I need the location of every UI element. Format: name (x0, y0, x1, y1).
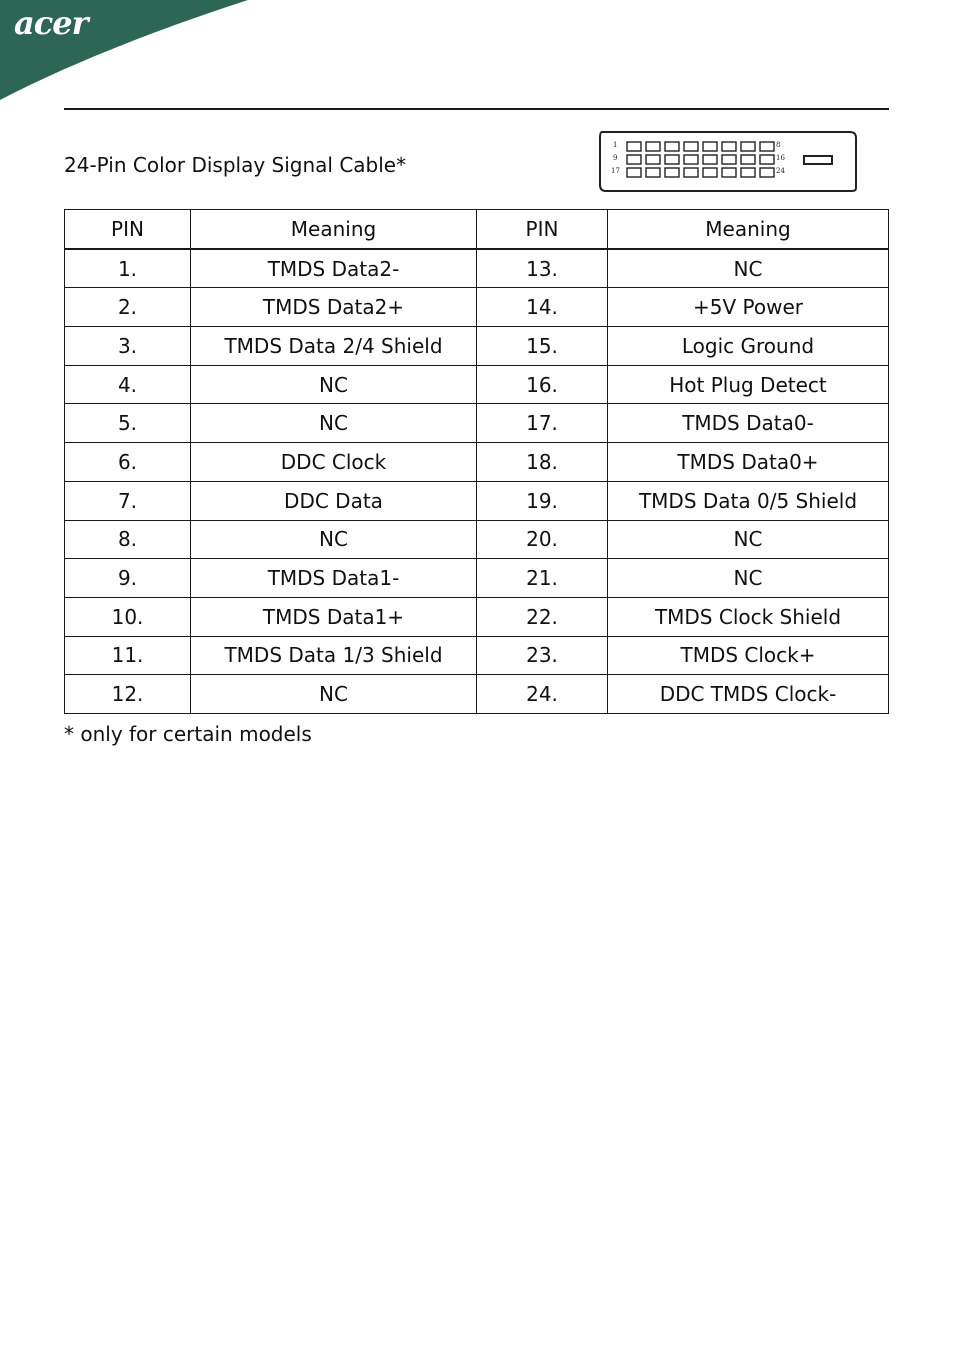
pin-meaning-cell: NC (608, 559, 889, 598)
connector-end-label: 24 (776, 167, 785, 175)
pin-table (64, 209, 889, 714)
header-rule (64, 108, 889, 110)
pin-meaning-cell: NC (191, 520, 477, 559)
brand-logo-text: acer (14, 4, 88, 42)
pin-meaning-cell: NC (608, 520, 889, 559)
pin-number-cell: 24. (477, 675, 608, 714)
pin-number-cell: 23. (477, 636, 608, 675)
connector-row-label: 1 (613, 141, 618, 149)
pin-meaning-cell: TMDS Clock Shield (608, 597, 889, 636)
table-row (65, 597, 889, 636)
table-row (65, 404, 889, 443)
pin-number-cell: 19. (477, 481, 608, 520)
table-row (65, 675, 889, 714)
pin-meaning-cell: NC (191, 365, 477, 404)
pin-number-cell: 11. (65, 636, 191, 675)
pin-meaning-cell: TMDS Data1- (191, 559, 477, 598)
pin-meaning-cell: DDC TMDS Clock- (608, 675, 889, 714)
pin-meaning-cell: TMDS Data 2/4 Shield (191, 327, 477, 366)
pin-meaning-cell: NC (608, 249, 889, 288)
pin-number-cell: 7. (65, 481, 191, 520)
connector-end-label: 16 (776, 154, 785, 162)
pin-number-cell: 21. (477, 559, 608, 598)
table-row (65, 249, 889, 288)
pin-number-cell: 18. (477, 443, 608, 482)
table-row (65, 481, 889, 520)
table-row (65, 559, 889, 598)
pin-number-cell: 22. (477, 597, 608, 636)
pin-meaning-cell: +5V Power (608, 288, 889, 327)
column-header-meaning: Meaning (191, 210, 477, 249)
pin-number-cell: 2. (65, 288, 191, 327)
table-header-row (65, 210, 889, 249)
pin-number-cell: 10. (65, 597, 191, 636)
pin-number-cell: 1. (65, 249, 191, 288)
pin-meaning-cell: Hot Plug Detect (608, 365, 889, 404)
pin-meaning-cell: TMDS Data0+ (608, 443, 889, 482)
connector-outline (600, 132, 856, 191)
pin-number-cell: 13. (477, 249, 608, 288)
pin-number-cell: 14. (477, 288, 608, 327)
pin-number-cell: 9. (65, 559, 191, 598)
dvi-connector-icon (596, 130, 860, 192)
section-title: 24-Pin Color Display Signal Cable* (64, 153, 407, 177)
pin-number-cell: 16. (477, 365, 608, 404)
pin-meaning-cell: DDC Data (191, 481, 477, 520)
table-row (65, 288, 889, 327)
pin-meaning-cell: TMDS Clock+ (608, 636, 889, 675)
pin-number-cell: 4. (65, 365, 191, 404)
pin-meaning-cell: TMDS Data2+ (191, 288, 477, 327)
table-row (65, 520, 889, 559)
pin-meaning-cell: Logic Ground (608, 327, 889, 366)
table-row (65, 327, 889, 366)
column-header-pin: PIN (65, 210, 191, 249)
connector-row-label: 17 (611, 167, 620, 175)
pin-meaning-cell: NC (191, 404, 477, 443)
column-header-meaning: Meaning (608, 210, 889, 249)
connector-end-label: 8 (776, 141, 781, 149)
pin-number-cell: 5. (65, 404, 191, 443)
pin-meaning-cell: TMDS Data0- (608, 404, 889, 443)
pin-number-cell: 20. (477, 520, 608, 559)
pin-meaning-cell: TMDS Data 1/3 Shield (191, 636, 477, 675)
acer-logo (0, 0, 250, 100)
pin-meaning-cell: TMDS Data2- (191, 249, 477, 288)
pin-number-cell: 15. (477, 327, 608, 366)
table-row (65, 636, 889, 675)
pin-meaning-cell: TMDS Data 0/5 Shield (608, 481, 889, 520)
table-row (65, 365, 889, 404)
pin-meaning-cell: TMDS Data1+ (191, 597, 477, 636)
pin-number-cell: 17. (477, 404, 608, 443)
pin-number-cell: 6. (65, 443, 191, 482)
connector-row-label: 9 (613, 154, 618, 162)
pin-meaning-cell: NC (191, 675, 477, 714)
pin-number-cell: 3. (65, 327, 191, 366)
footnote: * only for certain models (64, 722, 312, 746)
column-header-pin: PIN (477, 210, 608, 249)
table-row (65, 443, 889, 482)
pin-meaning-cell: DDC Clock (191, 443, 477, 482)
pin-number-cell: 8. (65, 520, 191, 559)
pin-number-cell: 12. (65, 675, 191, 714)
